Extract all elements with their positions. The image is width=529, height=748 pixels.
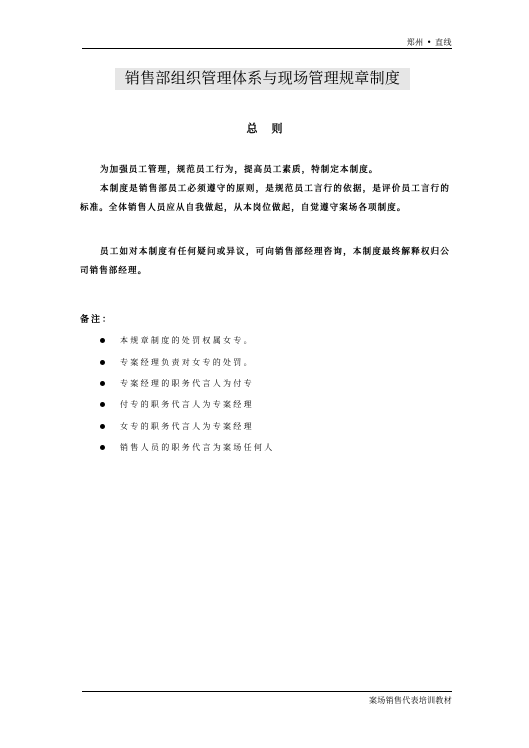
- section-heading: 总则: [246, 122, 297, 135]
- bullet-icon: [100, 402, 105, 407]
- list-item: [100, 416, 275, 437]
- list-item-text: 专案经理的职务代言人为付专: [120, 378, 254, 388]
- bullet-icon: [100, 360, 105, 365]
- header-divider: [82, 48, 452, 49]
- bullet-icon: [100, 424, 105, 429]
- paragraph-1: 为加强员工管理，规范员工行为，提高员工素质，特制定本制度。: [100, 165, 379, 175]
- list-item-text: 销售人员的职务代言为案场任何人: [120, 443, 275, 453]
- list-item: [100, 394, 275, 415]
- page-header-text: 郑州 • 直线: [406, 38, 452, 47]
- list-item: [100, 373, 275, 394]
- paragraph-3: 员工如对本制度有任何疑问或异议，可向销售部经理咨询，本制度最终解释权归公司销售部经理。: [80, 247, 450, 276]
- list-item-text: 本规章制度的处罚权属女专。: [120, 336, 254, 346]
- list-item-text: 专案经理负责对女专的处罚。: [120, 357, 254, 367]
- list-item-text: 女专的职务代言人为专案经理: [120, 421, 254, 431]
- bullet-icon: [100, 381, 105, 386]
- paragraph-2: 本制度是销售部员工必须遵守的原则，是规范员工言行的依据，是评价员工言行的标准。全体销售人员应从自我做起，从本岗位做起，自觉遵守案场各项制度。: [80, 184, 450, 213]
- notes-list: [100, 330, 275, 458]
- notes-label: 备注：: [80, 315, 114, 325]
- list-item-text: 付专的职务代言人为专案经理: [120, 400, 254, 410]
- bullet-icon: [100, 445, 105, 450]
- list-item: [100, 437, 275, 458]
- footer-divider: [82, 691, 452, 692]
- page-footer-text: 案场销售代表培训教材: [369, 696, 452, 705]
- document-title: 销售部组织管理体系与现场管理规章制度: [115, 68, 410, 90]
- bullet-icon: [100, 338, 105, 343]
- list-item: [100, 330, 275, 351]
- list-item: [100, 351, 275, 372]
